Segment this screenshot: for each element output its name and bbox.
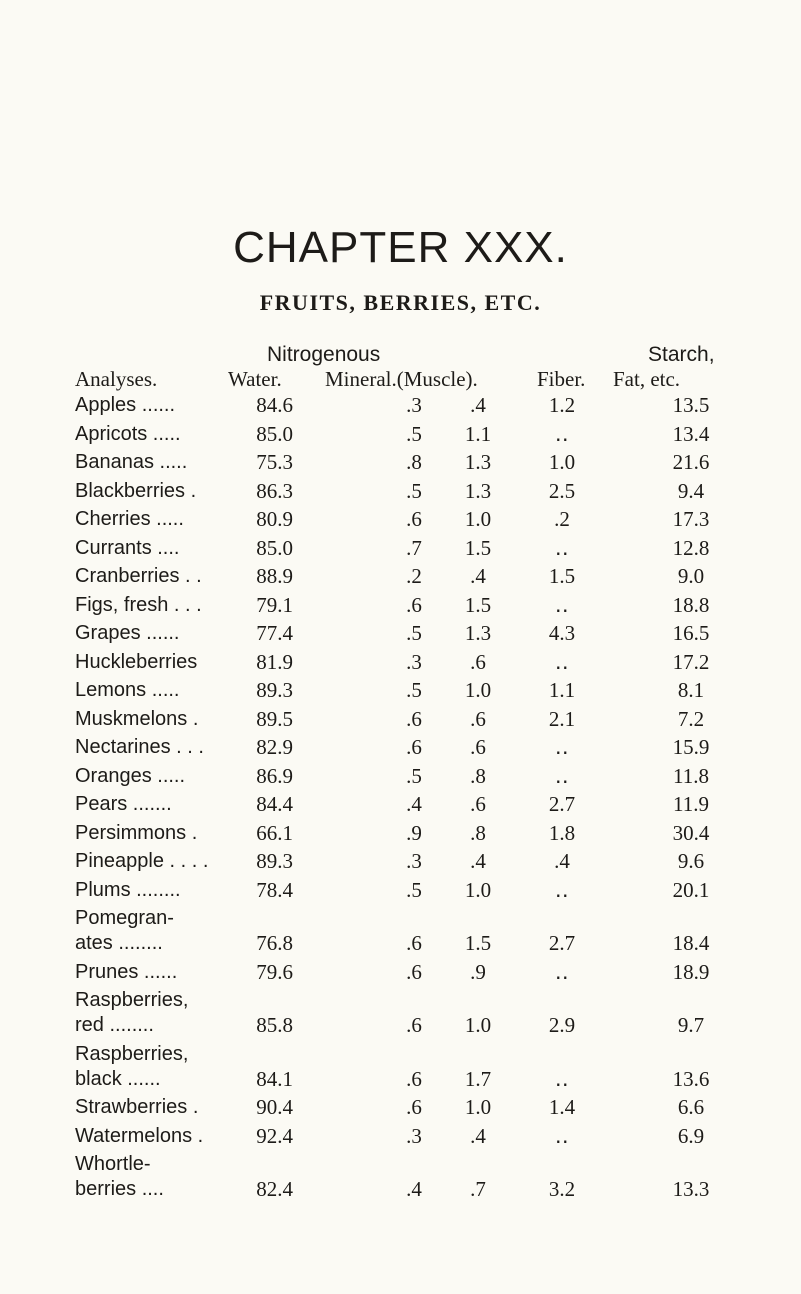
starch-value: 13.3 [672, 1177, 710, 1201]
starch-value: 18.8 [672, 592, 710, 617]
water-value: 85.0 [256, 421, 293, 446]
water-value: 84.6 [256, 393, 293, 417]
muscle-value: 1.3 [464, 621, 492, 645]
water-value: 79.6 [256, 959, 293, 984]
mineral-value: .9 [406, 820, 422, 845]
starch-value: 21.6 [672, 450, 710, 474]
mineral-value: .3 [406, 393, 422, 417]
fiber-value: ‥ [554, 422, 570, 446]
fiber-value: 1.1 [548, 678, 576, 702]
mineral-value: .4 [406, 792, 422, 816]
water-value: 77.4 [256, 621, 293, 645]
starch-value: 17.2 [672, 649, 710, 674]
mineral-value: .6 [406, 706, 422, 731]
fiber-value: 3.2 [548, 1177, 576, 1201]
row-label: Oranges ..... [75, 764, 186, 787]
row-label: Persimmons . [75, 821, 198, 844]
muscle-value: .4 [470, 849, 486, 873]
water-value: 84.4 [256, 792, 293, 816]
header-water: Water. [228, 367, 282, 391]
row-label: Strawberries . [75, 1096, 199, 1118]
starch-value: 9.6 [677, 849, 705, 873]
starch-value: 17.3 [672, 507, 710, 531]
header-mineral-muscle: Mineral.(Muscle). [325, 367, 478, 391]
row-label: Plums ........ [75, 878, 181, 901]
fiber-value: 2.5 [548, 478, 576, 503]
mineral-value: .3 [406, 1123, 422, 1148]
muscle-value: .6 [470, 649, 486, 674]
muscle-value: 1.3 [464, 478, 492, 503]
mineral-value: .6 [406, 735, 422, 759]
water-value: 75.3 [256, 450, 293, 474]
starch-value: 9.0 [677, 564, 705, 588]
mineral-value: .5 [406, 877, 422, 902]
row-label: Cherries ..... [75, 508, 184, 530]
muscle-value: .6 [470, 706, 486, 731]
fiber-value: 4.3 [548, 621, 576, 645]
starch-value: 11.8 [673, 763, 709, 788]
muscle-value: 1.5 [464, 535, 492, 560]
starch-value: 6.9 [677, 1123, 705, 1148]
row-label: Prunes ...... [75, 960, 178, 983]
water-value: 79.1 [256, 592, 293, 617]
muscle-value: 1.0 [464, 1095, 492, 1119]
starch-value: 13.4 [672, 421, 710, 446]
starch-value: 11.9 [673, 792, 709, 816]
starch-value: 9.7 [677, 1013, 705, 1037]
water-value: 78.4 [256, 877, 293, 902]
mineral-value: .5 [406, 678, 422, 702]
row-label: Whortle- [75, 1153, 151, 1175]
row-label-continuation: ates ........ [75, 932, 163, 954]
starch-value: 13.6 [672, 1066, 710, 1091]
row-label: Muskmelons . [75, 707, 199, 730]
muscle-value: .4 [470, 1123, 486, 1148]
muscle-value: 1.7 [464, 1066, 492, 1091]
muscle-value: 1.0 [464, 1013, 492, 1037]
water-value: 76.8 [256, 931, 293, 955]
water-value: 66.1 [256, 820, 293, 845]
header-starch: Starch, [648, 343, 715, 366]
mineral-value: .6 [406, 592, 422, 617]
starch-value: 16.5 [672, 621, 710, 645]
water-value: 86.3 [256, 478, 293, 503]
mineral-value: .6 [406, 1013, 422, 1037]
row-label: Cranberries . . [75, 565, 202, 587]
mineral-value: .5 [406, 621, 422, 645]
row-label: Blackberries . [75, 479, 197, 502]
muscle-value: 1.0 [464, 678, 492, 702]
starch-value: 30.4 [672, 820, 710, 845]
row-label-continuation: black ...... [75, 1067, 161, 1090]
mineral-value: .5 [406, 763, 422, 788]
row-label: Currants .... [75, 536, 180, 559]
header-fiber: Fiber. [537, 367, 586, 391]
fiber-value: 2.1 [548, 706, 576, 731]
row-label: Huckleberries [75, 650, 198, 673]
muscle-value: .7 [470, 1177, 486, 1201]
mineral-value: .3 [406, 849, 422, 873]
starch-value: 15.9 [672, 735, 710, 759]
header-analyses: Analyses. [75, 367, 158, 391]
fiber-value: ‥ [554, 593, 570, 617]
starch-value: 18.4 [672, 931, 710, 955]
muscle-value: .4 [470, 564, 486, 588]
fiber-value: ‥ [554, 650, 570, 674]
mineral-value: .8 [406, 450, 422, 474]
row-label: Figs, fresh . . . [75, 593, 202, 616]
muscle-value: .8 [470, 763, 486, 788]
fiber-value: ‥ [554, 536, 570, 560]
starch-value: 7.2 [677, 706, 705, 731]
fiber-value: ‥ [554, 764, 570, 788]
section-title: FRUITS, BERRIES, ETC. [259, 290, 542, 315]
row-label: Pineapple . . . . [75, 850, 209, 872]
header-fat: Fat, etc. [613, 367, 681, 391]
fiber-value: 2.7 [548, 792, 576, 816]
mineral-value: .5 [406, 421, 422, 446]
water-value: 85.0 [256, 535, 293, 560]
starch-value: 12.8 [672, 535, 710, 560]
water-value: 89.3 [256, 678, 293, 702]
mineral-value: .6 [406, 959, 422, 984]
starch-value: 6.6 [677, 1095, 705, 1119]
muscle-value: 1.0 [464, 507, 492, 531]
chapter-title: CHAPTER XXX. [233, 223, 568, 272]
water-value: 82.4 [256, 1177, 293, 1201]
fiber-value: 1.5 [548, 564, 576, 588]
muscle-value: .4 [470, 393, 486, 417]
fiber-value: .2 [554, 507, 570, 531]
mineral-value: .6 [406, 1066, 422, 1091]
row-label: Pears ....... [75, 793, 172, 815]
muscle-value: 1.0 [464, 877, 492, 902]
row-label: Bananas ..... [75, 451, 188, 473]
water-value: 84.1 [256, 1066, 293, 1091]
fiber-value: 1.2 [548, 393, 576, 417]
mineral-value: .6 [406, 507, 422, 531]
fiber-value: ‥ [554, 878, 570, 902]
muscle-value: .9 [470, 959, 486, 984]
mineral-value: .4 [406, 1177, 422, 1201]
row-label: Raspberries, [75, 1042, 189, 1065]
water-value: 89.3 [256, 849, 293, 873]
mineral-value: .5 [406, 478, 422, 503]
fiber-value: ‥ [554, 960, 570, 984]
starch-value: 18.9 [672, 959, 710, 984]
row-label: Lemons ..... [75, 679, 180, 701]
fiber-value: 1.8 [548, 820, 576, 845]
muscle-value: 1.5 [464, 592, 492, 617]
mineral-value: .2 [406, 564, 422, 588]
header-nitrogenous: Nitrogenous [267, 343, 381, 366]
water-value: 82.9 [256, 735, 293, 759]
fiber-value: 2.9 [548, 1013, 576, 1037]
fiber-value: ‥ [554, 1124, 570, 1148]
muscle-value: .8 [470, 820, 486, 845]
mineral-value: .7 [406, 535, 422, 560]
starch-value: 8.1 [677, 678, 705, 702]
water-value: 92.4 [256, 1123, 293, 1148]
row-label: Apples ...... [75, 394, 176, 416]
muscle-value: .6 [470, 735, 486, 759]
water-value: 88.9 [256, 564, 293, 588]
row-label: Raspberries, [75, 989, 189, 1011]
fiber-value: ‥ [554, 736, 570, 759]
fiber-value: ‥ [554, 1067, 570, 1091]
row-label: Nectarines . . . [75, 736, 204, 758]
fiber-value: 2.7 [548, 931, 576, 955]
row-label-continuation: berries .... [75, 1178, 164, 1200]
mineral-value: .3 [406, 649, 422, 674]
starch-value: 9.4 [677, 478, 705, 503]
row-label: Grapes ...... [75, 622, 180, 644]
starch-value: 13.5 [672, 393, 710, 417]
muscle-value: 1.3 [464, 450, 492, 474]
water-value: 85.8 [256, 1013, 293, 1037]
mineral-value: .6 [406, 1095, 422, 1119]
water-value: 81.9 [256, 649, 293, 674]
row-label: Apricots ..... [75, 422, 181, 445]
mineral-value: .6 [406, 931, 422, 955]
row-label-continuation: red ........ [75, 1014, 154, 1036]
water-value: 86.9 [256, 763, 293, 788]
water-value: 89.5 [256, 706, 293, 731]
row-label: Pomegran- [75, 907, 174, 929]
fiber-value: 1.0 [548, 450, 576, 474]
row-label: Watermelons . [75, 1124, 204, 1147]
fiber-value: .4 [554, 849, 570, 873]
fiber-value: 1.4 [548, 1095, 576, 1119]
water-value: 90.4 [256, 1095, 293, 1119]
starch-value: 20.1 [672, 877, 710, 902]
water-value: 80.9 [256, 507, 293, 531]
muscle-value: 1.1 [464, 421, 492, 446]
muscle-value: 1.5 [464, 931, 492, 955]
muscle-value: .6 [470, 792, 486, 816]
